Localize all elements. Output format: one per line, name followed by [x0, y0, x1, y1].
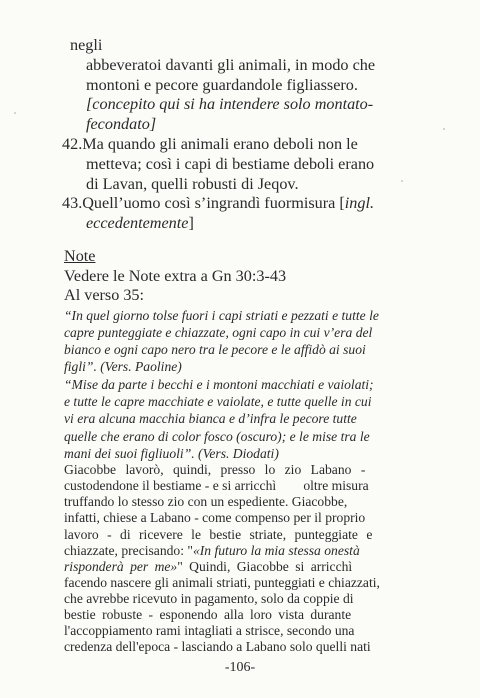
quote-diodati	[64, 376, 408, 462]
verse-line: abbeveratoi davanti gli animali, in modo che	[86, 55, 376, 74]
verse-line: negli	[70, 36, 103, 54]
verse-43-line	[66, 214, 406, 234]
body-line	[64, 559, 401, 575]
verse-42-line: 42.Ma quando gli animali erano deboli non le	[62, 134, 358, 153]
verse-43-gloss: eccedentemente	[86, 214, 189, 233]
notes-title: Note	[64, 247, 96, 265]
quote-line: bianco e ogni capo nero tra le pecore e le affidò ai suoi	[64, 342, 366, 358]
notes-verse-heading: Al verso 35:	[64, 286, 145, 304]
body-line: custodendone il bestiame - e si arricchì oltre misura	[64, 478, 369, 494]
verse-note-line: [concepito qui si ha intendere solo montato-	[86, 95, 374, 114]
page-number: -106-	[224, 660, 256, 675]
body-line: infatti, chiese a Labano - come compenso per il proprio	[64, 510, 366, 526]
verse-43-line	[62, 194, 406, 214]
verse-42-line: di Lavan, quelli robusti di Jeqov.	[86, 174, 299, 193]
notes-section	[64, 247, 414, 655]
quote-line: “Mise da parte i becchi e i montoni macchiati e vaiolati;	[64, 376, 374, 392]
commentary-paragraph	[64, 462, 401, 655]
quote-paoline	[64, 307, 408, 376]
quote-line: “In quel giorno tolse fuori i capi striati e pezzati e tutte le	[64, 307, 379, 323]
verse-note-line	[66, 115, 406, 135]
quote-line: e tutte le capre macchiate e vaiolate, e tutte quelle in cui	[64, 393, 372, 409]
verse-note-text: fecondato]	[86, 115, 157, 134]
paper-speck	[14, 112, 16, 114]
quote-line: capre punteggiate e chiazzate, ogni capo in cui v’era del	[64, 324, 373, 340]
quote-line: vi era alcuna macchia bianca e d’infra le pecore tutte	[64, 411, 357, 427]
verse-line: montoni e pecore guardandole figliassero.	[86, 75, 358, 94]
body-quote: «In futuro la mia stessa onestà	[192, 542, 360, 558]
body-line: lavoro - di ricevere le bestie striate, punteggiate e	[64, 526, 373, 542]
paper-speck	[443, 128, 445, 130]
verse-42-line: metteva; così i capi di bestiame deboli erano	[86, 154, 375, 173]
body-line: l'accoppiamento rami intagliati a strisce, secondo una	[64, 623, 355, 639]
body-line: facendo nascere gli animali striati, punteggiati e chiazzati,	[64, 574, 380, 590]
quote-line: quelle che erano di color fosco (oscuro); e le mise tra le	[64, 428, 370, 444]
body-line: credenza dell'epoca - lasciando a Labano solo quelli nati	[64, 639, 371, 655]
quote-line: figli”. (Vers. Paoline)	[64, 359, 182, 375]
body-text: chiazzate, precisando: "	[64, 542, 193, 558]
verse-43-lang: ingl.	[344, 194, 375, 213]
verse-text	[62, 36, 406, 234]
body-line	[64, 543, 401, 559]
verse-43-bracket: ]	[188, 214, 194, 233]
notes-reference: Vedere le Note extra a Gn 30:3-43	[64, 266, 287, 285]
body-line: che avrebbe ricevuto in pagamento, solo da coppie di	[64, 590, 354, 606]
quote-line: mani dei suoi figliuoli”. (Vers. Diodati)	[64, 445, 279, 461]
body-quote: risponderà per me»	[64, 558, 178, 574]
body-line: Giacobbe lavorò, quindi, presso lo zio Labano -	[64, 462, 366, 478]
body-text: " Quindi, Giacobbe si arricchì	[177, 558, 353, 574]
paper-speck	[401, 180, 403, 182]
body-line: bestie robuste - esponendo alla loro vista durante	[64, 607, 352, 623]
verse-43-text: 43.Quell’uomo così s’ingrandì fuormisura [	[62, 194, 345, 213]
body-line: truffando lo stesso zio con un espediente. Giacobbe,	[64, 494, 348, 510]
